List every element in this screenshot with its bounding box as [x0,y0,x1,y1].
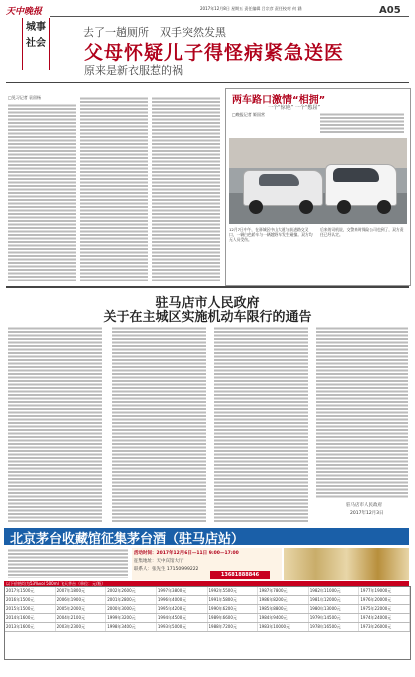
article-subhead: 原来是新衣服惹的祸 [84,64,183,77]
table-cell: 1974年24000元 [359,614,410,622]
ad-address: 征集地址：天中宾馆大厅 [134,559,184,564]
table-cell: 1990年6200元 [208,605,259,613]
table-cell: 1985年8800元 [258,605,309,613]
table-cell: 2000年3000元 [106,605,157,613]
ad-banner-text: 北京茅台收藏馆征集茅台酒（驻马店站） [10,532,245,547]
notice-body-col1 [8,326,102,522]
table-cell: 1986年8200元 [258,596,309,604]
page-number: A05 [379,5,401,16]
table-cell: 1989年6600元 [208,614,259,622]
table-cell: 1984年9400元 [258,614,309,622]
ad-phone: 13681888846 [210,571,270,579]
table-cell: 2004年2100元 [56,614,107,622]
table-cell: 1983年10000元 [258,623,309,631]
notice-signature: 驻马店市人民政府 [346,503,382,508]
table-cell: 2014年1600元 [5,614,56,622]
table-cell: 2005年2000元 [56,605,107,613]
maotai-bottles-image [284,548,409,580]
notice-title-line2: 关于在主城区实施机动车限行的通告 [103,310,312,325]
table-cell: 1993年5000元 [157,623,208,631]
box-intro-text [320,112,404,134]
article-kicker: 去了一趟厕所 双手突然发黑 [83,26,226,39]
table-cell: 1982年11000元 [309,587,360,595]
table-cell: 2017年1500元 [5,587,56,595]
table-row [5,614,410,623]
article-body-col3 [152,96,220,281]
price-strip: 以下价格均为53%vol 500ml 飞天茅台（单位：元/瓶） [4,581,409,587]
table-cell: 1973年26000元 [359,623,410,631]
notice-date: 2017年12月3日 [350,511,384,516]
box-subtitle: 一个“惊艳” 一个“憋屈” [268,105,320,111]
table-cell: 1992年5500元 [208,587,259,595]
table-cell: 2016年1500元 [5,596,56,604]
header-rule [50,16,409,17]
notice-title-line1: 驻马店市人民政府 [155,296,260,311]
box-byline: □晚报记者 姬国营 [232,112,266,117]
table-row [5,596,410,605]
ad-time: 活动时间：2017年12月6日—11日 9:00—17:00 [134,551,239,556]
table-cell: 1977年19000元 [359,587,410,595]
table-cell: 2003年2300元 [56,623,107,631]
divider [6,82,409,83]
box-title: 两车路口激情“相拥” [232,95,326,106]
table-cell: 1995年4200元 [157,605,208,613]
notice-body-col3 [214,326,308,522]
table-cell: 1994年4500元 [157,614,208,622]
table-row [5,587,410,596]
table-cell: 1981年12000元 [309,596,360,604]
date-line: 2017年12月8日 星期五 责任编辑 吕宗彦 责任校对 何 涵 [200,6,302,11]
section-label [22,18,50,70]
table-row [5,605,410,614]
ad-contact: 联系人：张先生 17150999222 [134,567,199,572]
table-cell: 1996年4000元 [157,596,208,604]
table-cell: 2007年1800元 [56,587,107,595]
table-cell: 2006年1900元 [56,596,107,604]
notice-body-col4 [316,326,408,498]
table-cell: 2013年1600元 [5,623,56,631]
photo-caption-2: 后来的司机说，交警来时保险公司也到了，双方责任已经认定。 [320,227,404,237]
table-cell: 1980年13000元 [309,605,360,613]
table-cell: 2015年1500元 [5,605,56,613]
table-cell: 2001年2800元 [106,596,157,604]
price-table [4,586,411,660]
table-row [5,623,410,632]
notice-body-col2 [112,326,206,522]
table-cell: 1975年22000元 [359,605,410,613]
article-body-col1 [8,103,76,281]
article-byline: □见习记者 袁留杨 [8,95,42,100]
accident-photo [229,138,407,224]
table-cell: 1987年7800元 [258,587,309,595]
photo-caption: 12月7日中午，在驿城区中山大道与前进路交叉口，一辆白色轿车与一辆越野车发生碰撞。双方均无人员受伤。 [229,227,313,242]
table-cell: 1999年3200元 [106,614,157,622]
notice-divider [6,286,409,288]
table-cell: 1991年5800元 [208,596,259,604]
ad-banner [4,528,409,545]
article-body-col2 [80,96,148,281]
section-label-line2: 社会 [26,38,46,49]
table-cell: 1978年16500元 [309,623,360,631]
table-cell: 1997年3800元 [157,587,208,595]
table-cell: 1998年3400元 [106,623,157,631]
article-headline: 父母怀疑儿子得怪病紧急送医 [84,42,345,64]
table-cell: 2002年2600元 [106,587,157,595]
ad-intro-text [8,548,128,578]
section-label-line1: 城事 [26,22,46,33]
newspaper-logo: 天中晚报 [6,7,43,17]
table-cell: 1979年14500元 [309,614,360,622]
table-cell: 1988年7200元 [208,623,259,631]
table-cell: 1976年20000元 [359,596,410,604]
